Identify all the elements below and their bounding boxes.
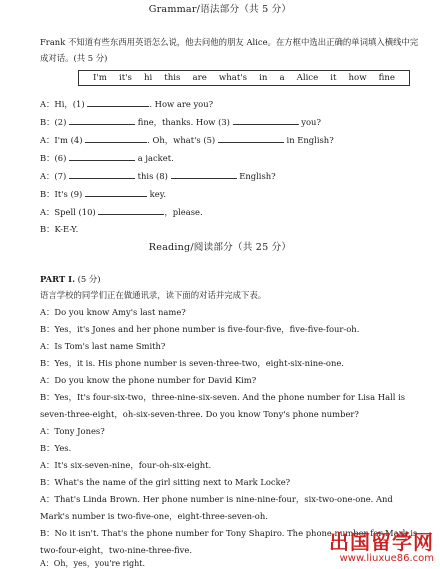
- word-bank-item: this: [164, 72, 181, 83]
- reading-section-title: Reading/阅读部分（共 25 分）: [148, 242, 292, 253]
- reading-line: B：Yes.: [40, 443, 72, 453]
- reading-line: Mark's number is two-five-one，eight-three-seven-oh.: [40, 511, 268, 521]
- word-bank-item: it: [330, 72, 337, 83]
- word-bank-item: it's: [118, 72, 132, 83]
- answer-blank[interactable]: [85, 134, 147, 143]
- word-bank-item: a: [279, 72, 285, 83]
- answer-blank[interactable]: [85, 188, 147, 197]
- answer-blank[interactable]: [233, 116, 299, 125]
- word-bank-item: in: [259, 72, 268, 83]
- word-bank-box: [78, 70, 410, 86]
- watermark-text: 出国留学网: [329, 530, 434, 554]
- word-bank-item: Alice: [296, 72, 319, 83]
- reading-line: B：No it isn't. That's the phone number for Tony Shapiro. The phone number for Mark is: [40, 528, 418, 538]
- reading-line: A：It's six-seven-nine，four-oh-six-eight.: [40, 460, 212, 470]
- reading-line: B：What's the name of the girl sitting next to Mark Locke?: [40, 477, 291, 487]
- answer-blank[interactable]: [171, 170, 237, 179]
- watermark-logo: [329, 531, 434, 564]
- dialogue-line: A：(7) this (8) English?: [40, 171, 276, 181]
- word-bank-item: hi: [143, 72, 153, 83]
- reading-line: A：Do you know Amy's last name?: [40, 307, 186, 317]
- grammar-instruction: Frank 不知道有些东西用英语怎么说，他去问他的朋友 Alice。在方框中选出正确的单词填入横线中完成对话。(共 5 分): [40, 37, 419, 63]
- answer-blank[interactable]: [69, 170, 135, 179]
- answer-blank[interactable]: [98, 206, 164, 215]
- answer-blank[interactable]: [69, 116, 135, 125]
- reading-line: A：Is Tom's last name Smith?: [40, 341, 166, 351]
- dialogue-line: B：(6) a jacket.: [40, 153, 174, 163]
- word-bank-item: fine: [378, 72, 395, 83]
- answer-blank[interactable]: [69, 152, 135, 161]
- word-bank-item: I'm: [93, 72, 107, 83]
- reading-line: A：Tony Jones?: [40, 426, 105, 436]
- dialogue-line: A：Spell (10) ，please.: [40, 207, 203, 217]
- word-bank-item: what's: [218, 72, 248, 83]
- part-heading: PART I. (5 分): [40, 274, 101, 284]
- dialogue-line: B：It's (9) key.: [40, 189, 166, 199]
- reading-line: A：That's Linda Brown. Her phone number is nine-nine-four，six-two-one-one. And: [40, 494, 393, 504]
- answer-blank[interactable]: [218, 134, 284, 143]
- reading-line: seven-three-eight，oh-six-seven-three. Do you know Tony's phone number?: [40, 409, 359, 419]
- dialogue-line: A：Hi，(1) . How are you?: [40, 99, 214, 109]
- grammar-section-title: Grammar/语法部分（共 5 分）: [148, 4, 292, 15]
- reading-line: B：Yes，it's Jones and her phone number is five-four-five，five-five-four-oh.: [40, 324, 360, 334]
- dialogue-line: B：K-E-Y.: [40, 224, 79, 234]
- watermark-url: www.liuxue86.com: [339, 553, 434, 564]
- word-bank-item: are: [192, 72, 207, 83]
- dialogue-line: B：(2) fine，thanks. How (3) you?: [40, 117, 321, 127]
- reading-instruction: 语言学校的同学们正在做通讯录，读下面的对话并完成下表。: [40, 290, 267, 300]
- reading-line: B：Yes，It's four-six-two，three-nine-six-seven. And the phone number for Lisa Hall is: [40, 392, 406, 402]
- reading-line: B：Yes，it is. His phone number is seven-three-two，eight-six-nine-one.: [40, 358, 344, 368]
- reading-line: A：Oh，yes，you're right.: [40, 559, 146, 568]
- dialogue-line: A：I'm (4) . Oh，what's (5) in English?: [40, 135, 334, 145]
- reading-line: two-four-eight，two-nine-three-five.: [40, 545, 193, 555]
- word-bank-item: how: [348, 72, 367, 83]
- answer-blank[interactable]: [87, 98, 149, 107]
- reading-line: A：Do you know the phone number for David Kim?: [40, 375, 257, 385]
